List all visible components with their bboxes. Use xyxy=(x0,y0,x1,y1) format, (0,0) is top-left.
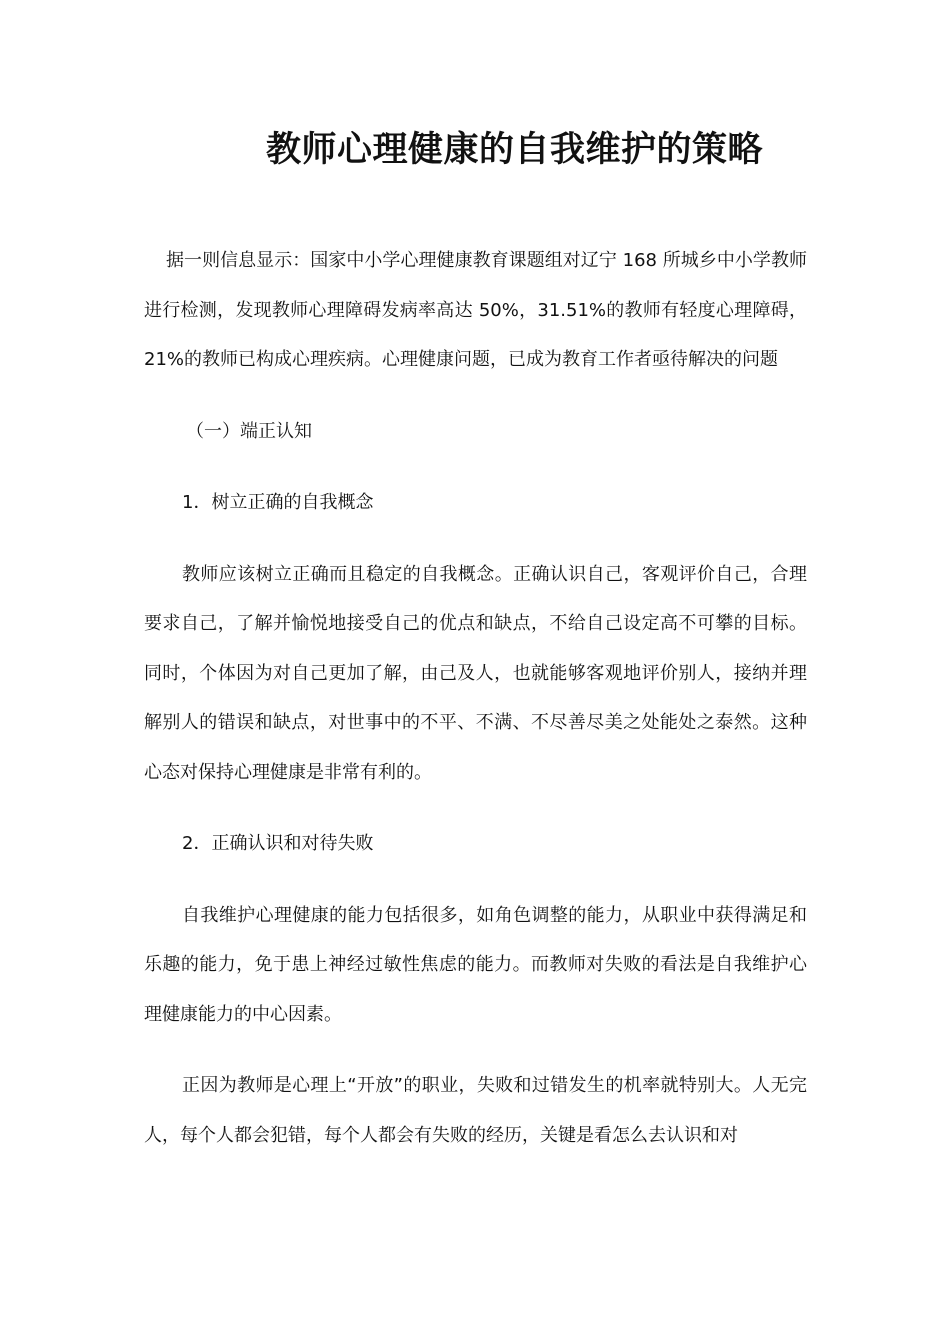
section-heading-cognition: （一）端正认知 xyxy=(186,420,312,442)
document-body xyxy=(144,236,807,1160)
failure-paragraph-2: 正因为教师是心理上“开放”的职业，失败和过错发生的机率就特别大。人无完人，每个人都会犯错，每个人都会有失败的经历，关键是看怎么去认识和对 xyxy=(144,1075,807,1146)
document-title: 教师心理健康的自我维护的策略 xyxy=(266,129,764,170)
subsection-heading-failure: 2．正确认识和对待失败 xyxy=(182,833,374,854)
subsection-heading-self-concept: 1．树立正确的自我概念 xyxy=(182,492,374,513)
self-concept-paragraph: 教师应该树立正确而且稳定的自我概念。正确认识自己，客观评价自己，合理要求自己，了解并愉悦地接受自己的优点和缺点，不给自己设定高不可攀的目标。同时，个体因为对自己更加了解，由己及人，也就能够客观地评价别人，接纳并理解别人的错误和缺点，对世事中的不平、不满、不尽善尽美之处能处之泰然。这种心态对保持心理健康是非常有利的。 xyxy=(144,563,807,783)
failure-paragraph-1: 自我维护心理健康的能力包括很多，如角色调整的能力，从职业中获得满足和乐趣的能力，免于患上神经过敏性焦虑的能力。而教师对失败的看法是自我维护心理健康能力的中心因素。 xyxy=(144,904,807,1025)
intro-paragraph: 据一则信息显示：国家中小学心理健康教育课题组对辽宁 168 所城乡中小学教师进行检测，发现教师心理障碍发病率高达 50%，31.51%的教师有轻度心理障碍，21%的教师已构成心理疾病。心理健康问题，已成为教育工作者亟待解决的问题 xyxy=(144,250,807,370)
